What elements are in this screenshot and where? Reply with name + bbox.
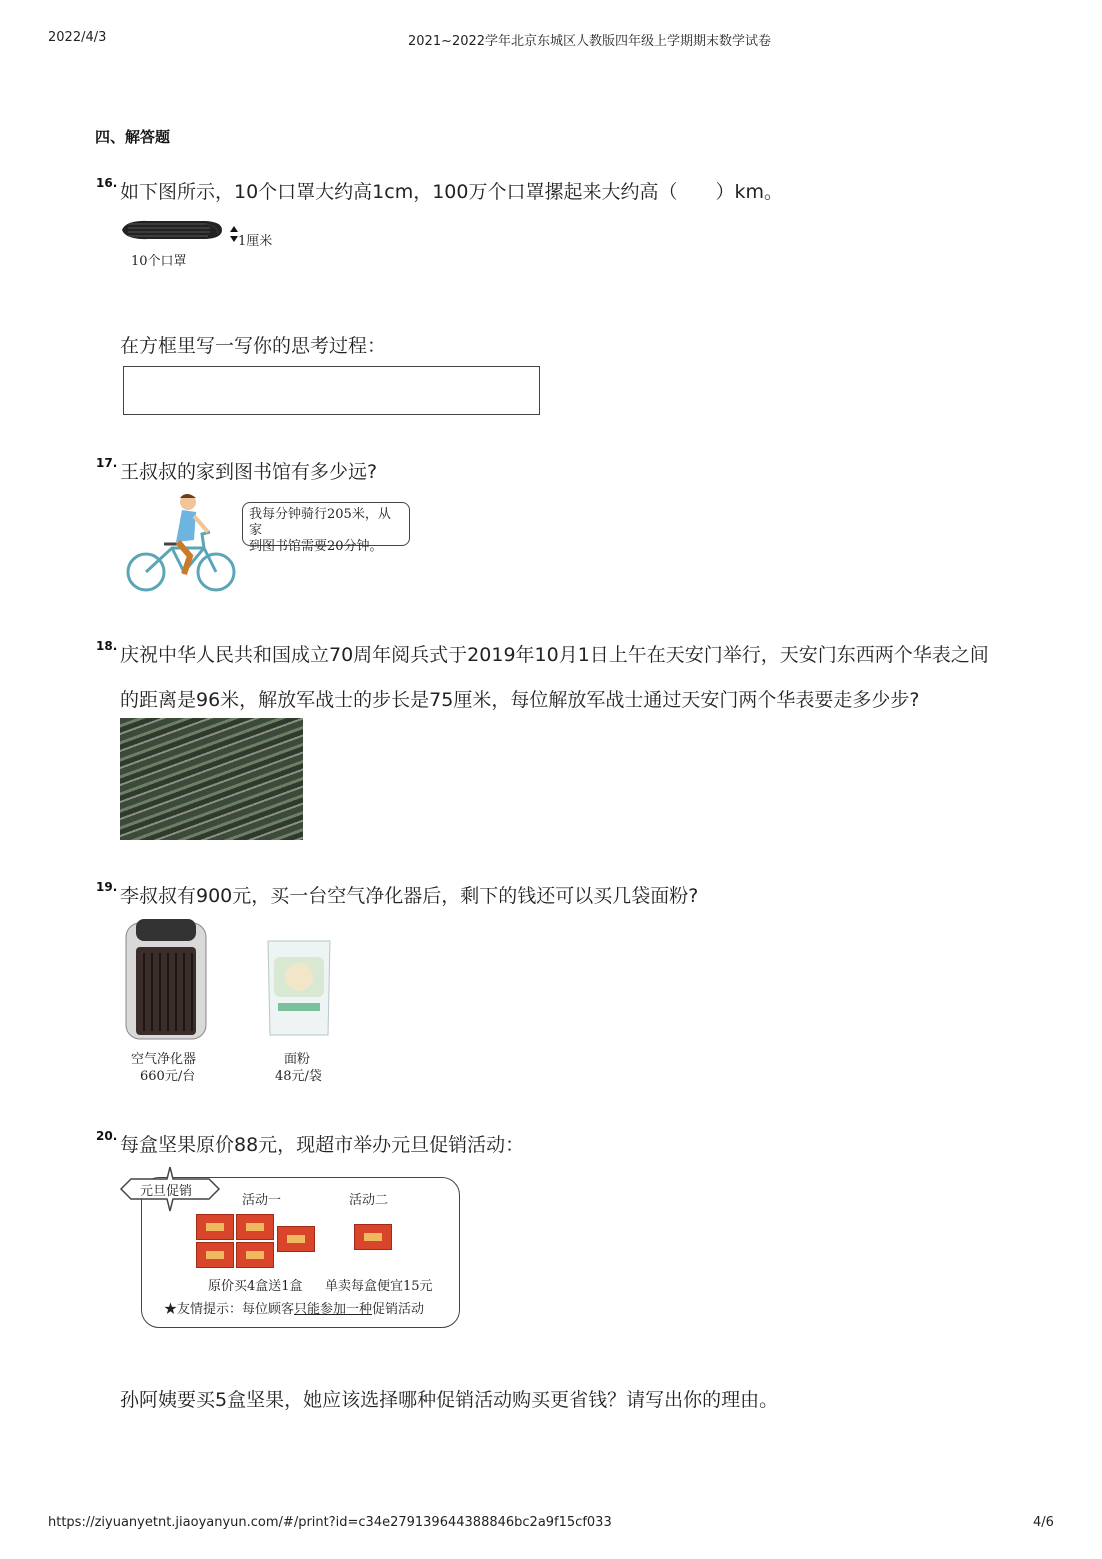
mask-caption: 10个口罩 bbox=[131, 254, 187, 269]
cyclist-figure bbox=[124, 490, 244, 596]
flour-name: 面粉 bbox=[284, 1052, 311, 1067]
friendly-tip bbox=[164, 1298, 424, 1317]
nut-box bbox=[236, 1242, 274, 1268]
speech-line-1: 我每分钟骑行205米，从家 bbox=[249, 507, 391, 538]
speech-bubble bbox=[242, 502, 410, 554]
question-20-ask: 孙阿姨要买5盒坚果，她应该选择哪种促销活动购买更省钱？请写出你的理由。 bbox=[120, 1389, 779, 1411]
nut-box bbox=[354, 1224, 392, 1250]
speech-line-2: 到图书馆需要20分钟。 bbox=[249, 539, 383, 554]
question-number-20: 20. bbox=[96, 1129, 118, 1143]
activity-two-description: 单卖每盒便宜15元 bbox=[325, 1279, 433, 1294]
mask-height-label: 1厘米 bbox=[238, 234, 273, 249]
activity-two-title: 活动二 bbox=[349, 1193, 389, 1208]
document-title: 2021~2022学年北京东城区人教版四年级上学期期末数学试卷 bbox=[408, 34, 772, 49]
thinking-answer-box[interactable] bbox=[123, 366, 540, 415]
promotion-badge-label: 元旦促销 bbox=[140, 1184, 193, 1199]
cyclist-image bbox=[124, 490, 244, 596]
nut-box bbox=[236, 1214, 274, 1240]
air-purifier-image bbox=[122, 917, 210, 1041]
nut-box bbox=[277, 1226, 315, 1252]
air-purifier-name: 空气净化器 bbox=[131, 1052, 197, 1067]
friendly-tip-suffix: 促销活动 bbox=[372, 1302, 425, 1317]
section-title: 四、解答题 bbox=[95, 128, 171, 146]
question-16-prompt: 在方框里写一写你的思考过程： bbox=[120, 335, 387, 357]
question-17-text: 王叔叔的家到图书馆有多少远? bbox=[120, 461, 378, 483]
print-date: 2022/4/3 bbox=[48, 30, 107, 45]
question-16-text: 如下图所示，10个口罩大约高1cm，100万个口罩摞起来大约高（ ）km。 bbox=[120, 181, 783, 203]
air-purifier-price: 660元/台 bbox=[140, 1069, 196, 1084]
mask-stack-figure bbox=[118, 212, 298, 272]
question-20-text: 每盒坚果原价88元，现超市举办元旦促销活动： bbox=[120, 1134, 525, 1156]
question-number-18: 18. bbox=[96, 639, 118, 653]
friendly-tip-prefix: ★友情提示：每位顾客 bbox=[164, 1302, 295, 1317]
flour-bag-figure bbox=[264, 937, 334, 1039]
activity-one-description: 原价买4盒送1盒 bbox=[208, 1279, 303, 1294]
parade-photo bbox=[120, 718, 303, 840]
question-number-17: 17. bbox=[96, 456, 118, 470]
question-number-16: 16. bbox=[96, 176, 118, 190]
nut-box bbox=[196, 1214, 234, 1240]
friendly-tip-underlined: 只能参加一种 bbox=[294, 1302, 373, 1317]
question-18-line-2: 的距离是96米，解放军战士的步长是75厘米，每位解放军战士通过天安门两个华表要走多少步? bbox=[120, 689, 920, 711]
air-purifier-figure bbox=[122, 917, 210, 1041]
footer-url[interactable]: https://ziyuanyetnt.jiaoyanyun.com/#/print?id=c34e279139644388846bc2a9f15cf033 bbox=[48, 1515, 612, 1530]
activity-one-title: 活动一 bbox=[242, 1193, 282, 1208]
question-number-19: 19. bbox=[96, 880, 118, 894]
page-number: 4/6 bbox=[1033, 1515, 1054, 1530]
question-18-line-1: 庆祝中华人民共和国成立70周年阅兵式于2019年10月1日上午在天安门举行，天安门东西两个华表之间 bbox=[120, 644, 989, 666]
flour-price: 48元/袋 bbox=[275, 1069, 322, 1084]
nut-box bbox=[196, 1242, 234, 1268]
flour-bag-image bbox=[264, 937, 334, 1039]
question-19-text: 李叔叔有900元，买一台空气净化器后，剩下的钱还可以买几袋面粉? bbox=[120, 885, 699, 907]
